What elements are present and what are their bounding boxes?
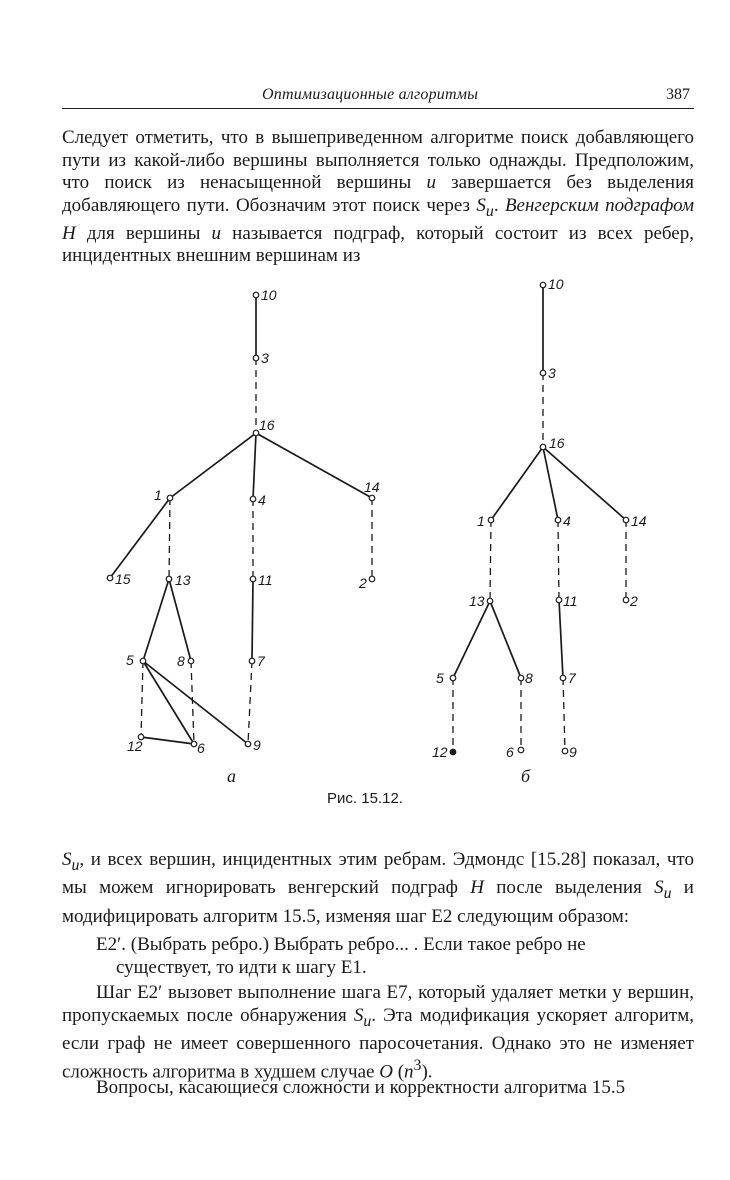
vertex-a-5	[140, 658, 146, 664]
edge-a-5-6	[143, 661, 194, 744]
label-b-1: 1	[477, 513, 485, 529]
vertex-b-11	[556, 597, 562, 603]
label-b-10: 10	[548, 276, 564, 292]
label-b-7: 7	[568, 670, 576, 686]
vertex-a-4	[250, 496, 256, 502]
paragraph-1: Следует отметить, что в вышеприведенном алгоритме поиск добавляющего пути из какой-либо вершины выполняется только однажды. Предположим, что поиск из ненасыщенной вершины u завершается без выделения добавляющего пути. Обозначим этот поиск через $S_u$. Венгерским подграфом H для вершины u называется подграф, который состоит из всех ребер, инцидентных внешним вершинам из	[62, 127, 695, 267]
label-a-9: 9	[253, 737, 261, 753]
vertex-b-2	[623, 597, 629, 603]
vertex-b-6	[518, 747, 524, 753]
edge-a-5-12	[141, 661, 143, 737]
label-a-4: 4	[258, 492, 266, 508]
edge-b-13-5	[453, 601, 490, 678]
edge-a-16-4	[253, 433, 256, 499]
vertex-a-11	[250, 576, 256, 582]
vertex-b-13	[487, 598, 493, 604]
label-a-6: 6	[197, 740, 205, 756]
edge-a-1-15	[110, 498, 170, 578]
vertex-a-6	[191, 741, 197, 747]
vertex-a-13	[166, 576, 172, 582]
label-a-16: 16	[259, 417, 275, 433]
vertex-a-14	[369, 495, 375, 501]
label-a-11: 11	[258, 572, 273, 588]
label-b-2: 2	[630, 593, 638, 609]
edge-a-16-1	[170, 433, 256, 498]
vertex-b-3	[540, 370, 546, 376]
graph-a	[107, 287, 380, 756]
vertex-a-3	[253, 355, 259, 361]
label-b-14: 14	[631, 513, 647, 529]
step-line-2: существует, то идти к шагу Е1.	[116, 956, 367, 978]
label-a-12: 12	[127, 738, 143, 754]
edge-a-12-6	[141, 737, 194, 744]
term-hungarian-subgraph: Венгерским подграфом H	[62, 194, 695, 244]
label-b-16: 16	[549, 435, 565, 451]
subfigure-label-b: б	[521, 766, 531, 786]
label-a-2: 2	[359, 575, 367, 591]
subfigure-label-a: а	[227, 766, 236, 786]
edge-b-7-9	[563, 678, 565, 751]
label-b-3: 3	[548, 365, 556, 381]
label-b-12: 12	[432, 744, 448, 760]
vertex-a-10	[253, 292, 259, 298]
vertex-a-15	[107, 575, 113, 581]
step-e2-prime	[96, 934, 694, 979]
edge-a-5-9	[143, 661, 248, 744]
edge-a-8-6	[191, 661, 194, 744]
label-b-5: 5	[436, 670, 444, 686]
edge-a-13-5	[143, 579, 169, 661]
edge-b-1-13	[490, 520, 491, 601]
vertex-a-8	[188, 658, 194, 664]
label-a-15: 15	[115, 571, 131, 587]
label-a-3: 3	[261, 350, 269, 366]
label-b-6: 6	[506, 744, 514, 760]
paragraph-4: Вопросы, касающиеся сложности и корректности алгоритма 15.5	[96, 1077, 626, 1098]
vertex-b-7	[560, 675, 566, 681]
edge-b-16-1	[491, 447, 543, 520]
vertex-b-4	[555, 517, 561, 523]
label-a-14: 14	[364, 479, 380, 495]
edge-a-16-14	[256, 433, 372, 498]
graph-diagrams	[0, 270, 730, 810]
label-a-8: 8	[177, 653, 185, 669]
label-b-8: 8	[525, 670, 533, 686]
edge-b-11-7	[559, 600, 563, 678]
label-a-1: 1	[154, 487, 162, 503]
figure-15-12	[0, 270, 730, 810]
edge-b-4-11	[558, 520, 559, 600]
figure-caption: Рис. 15.12.	[327, 790, 403, 807]
vertex-b-8	[518, 675, 524, 681]
edge-a-13-8	[169, 579, 191, 661]
edge-a-7-9	[248, 661, 252, 744]
edge-b-13-8	[490, 601, 521, 678]
vertex-b-1	[488, 517, 494, 523]
edge-a-11-7	[252, 579, 253, 661]
running-header	[62, 86, 694, 109]
vertex-a-9	[245, 741, 251, 747]
label-b-13: 13	[469, 593, 485, 609]
vertex-a-1	[167, 495, 173, 501]
edge-a-1-13	[169, 498, 170, 579]
label-a-13: 13	[175, 572, 191, 588]
vertex-b-10	[540, 282, 546, 288]
graph-b	[432, 276, 647, 760]
vertex-a-16	[253, 430, 259, 436]
vertex-b-14	[623, 517, 629, 523]
label-b-9: 9	[569, 744, 577, 760]
paragraph-3: Шаг Е2′ вызовет выполнение шага Е7, который удаляет метки у вершин, пропускаемых после обнаружения $S_u$. Эта модификация ускоряет алгоритм, если граф не имеет совершенного паросочетания. Однако это не изменяет сложность алгоритма в худшем случае O $(n^3)$.	[62, 982, 694, 1083]
vertex-b-5	[450, 675, 456, 681]
vertex-b-12	[450, 749, 456, 755]
page-number: 387	[666, 86, 690, 103]
running-title: Оптимизационные алгоритмы	[262, 86, 479, 103]
label-a-10: 10	[261, 287, 277, 303]
label-b-11: 11	[563, 593, 578, 609]
label-a-7: 7	[257, 653, 265, 669]
vertex-a-2	[369, 576, 375, 582]
paragraph-2: $S_u$, и всех вершин, инцидентных этим ребрам. Эдмондс [15.28] показал, что мы можем игнорировать венгерский подграф H после выделения $S_u$ и модифицировать алгоритм 15.5, изменяя шаг Е2 следующим образом:	[62, 849, 694, 927]
step-line-1: Е2′. (Выбрать ребро.) Выбрать ребро... . Если такое ребро не	[96, 934, 586, 955]
vertex-b-16	[540, 444, 546, 450]
label-a-5: 5	[126, 652, 134, 668]
label-b-4: 4	[563, 513, 571, 529]
vertex-b-9	[562, 748, 568, 754]
vertex-a-7	[249, 658, 255, 664]
